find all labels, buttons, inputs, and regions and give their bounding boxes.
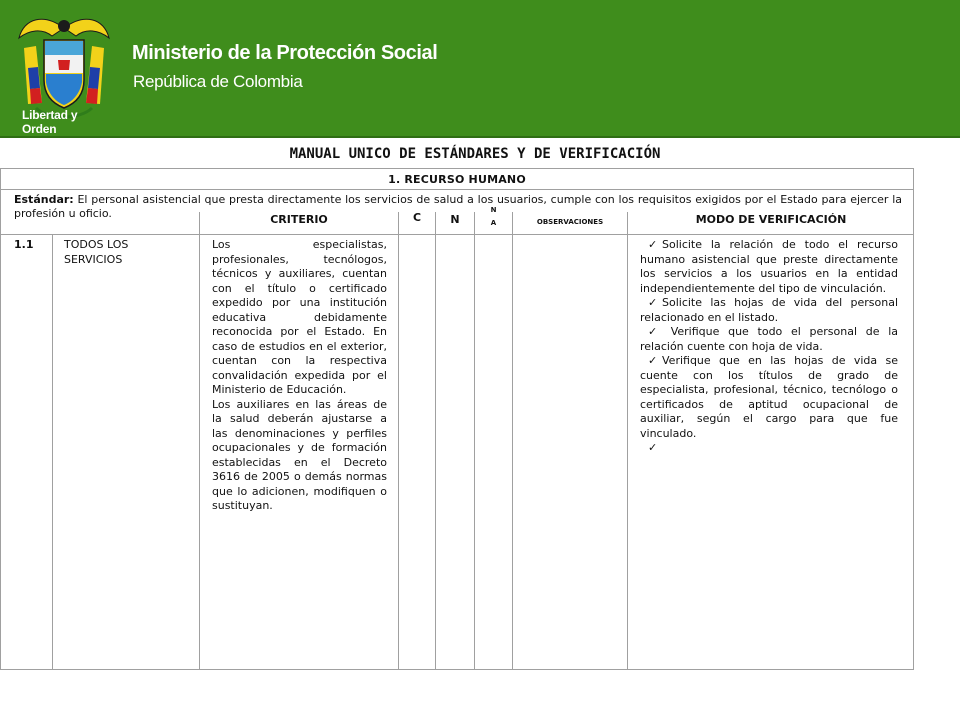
- verification-text: Solicite la relación de todo el recurso humano asistencial que preste directamente los servicios a los usuarios en la entidad independientemente del tipo de vinculación.: [640, 238, 898, 295]
- column-header-na-top: N: [490, 206, 497, 214]
- criterion-paragraph: Los auxiliares en las áreas de la salud deberán ajustarse a las denominaciones y perfiles ocupacionales y de formación establecidas en el Decreto 3616 de 2005 o demás normas que lo adicionen, modifiquen o sustituyan.: [212, 397, 387, 512]
- verification-text: Verifique que todo el personal de la relación cuente con hoja de vida.: [640, 325, 898, 353]
- header-band: [0, 0, 960, 136]
- checkmark-icon: ✓: [648, 325, 658, 338]
- checkmark-icon: ✓: [648, 296, 658, 309]
- verification-item: [640, 296, 898, 325]
- table-rule: [52, 234, 53, 670]
- checkmark-icon: ✓: [648, 238, 658, 251]
- column-header-criterio: CRITERIO: [270, 213, 328, 226]
- table-rule: [199, 212, 200, 670]
- verification-text: Solicite las hojas de vida del personal relacionado en el listado.: [640, 296, 898, 324]
- header-divider: [0, 136, 960, 138]
- table-rule: [435, 212, 436, 670]
- verification-item: [640, 441, 898, 456]
- column-header-na-bottom: A: [490, 219, 497, 227]
- criterion-paragraph: Los especialistas, profesionales, tecnólogos, técnicos y auxiliares, cuentan con el título o certificado expedido por una institución educativa debidamente reconocida por el Estado. En caso de estudios en el exterior, cuentan con la respectiva convalidación expedida por el Ministerio de Educación.: [212, 238, 387, 396]
- checkmark-icon: ✓: [648, 441, 658, 454]
- standard-label: Estándar:: [14, 193, 74, 206]
- ministry-name: Ministerio de la Protección Social: [132, 42, 438, 64]
- verification-text: Verifique que en las hojas de vida se cuente con los títulos de grado de especialista, profesional, técnico, tecnólogo o certificados de aptitud ocupacional de auxiliar, según el cargo para que fue vinculado.: [640, 354, 898, 440]
- row-number: 1.1: [14, 238, 34, 251]
- checkmark-icon: ✓: [648, 354, 658, 367]
- table-rule: [474, 212, 475, 670]
- column-header-modo: MODO DE VERIFICACIÓN: [695, 213, 847, 226]
- document-title: MANUAL UNICO DE ESTÁNDARES Y DE VERIFICACIÓN: [289, 146, 661, 162]
- table-rule: [512, 212, 513, 670]
- table-rule: [0, 234, 914, 235]
- section-title: 1. RECURSO HUMANO: [388, 173, 526, 186]
- table-rule: [627, 212, 628, 670]
- verification-list: [640, 238, 898, 456]
- verification-item: [640, 354, 898, 441]
- criterion-cell: [212, 238, 387, 514]
- verification-item: [640, 238, 898, 296]
- column-header-observaciones: OBSERVACIONES: [536, 218, 604, 226]
- table-rule: [398, 212, 399, 670]
- column-header-c: C: [412, 211, 422, 224]
- motto-text: Libertad y Orden: [22, 108, 78, 136]
- standard-description: El personal asistencial que presta directamente los servicios de salud a los usuarios, cumple con los requisitos exigidos por el Estado para ejercer la profesión u oficio.: [14, 193, 902, 220]
- column-header-n: N: [450, 213, 460, 226]
- verification-item: [640, 325, 898, 354]
- row-service: TODOS LOS SERVICIOS: [64, 238, 129, 266]
- table-rule: [0, 189, 914, 190]
- republic-name: República de Colombia: [133, 72, 303, 91]
